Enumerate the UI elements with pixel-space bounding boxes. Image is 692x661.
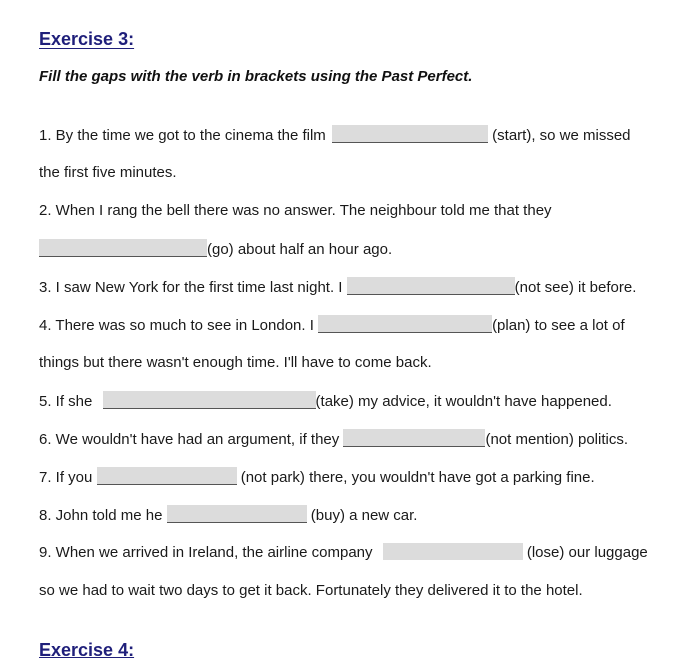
- gap-2[interactable]: [39, 239, 207, 257]
- sentence-2: 2. When I rang the bell there was no answer. The neighbour told me that they: [39, 202, 552, 219]
- sentence-7-end: (not park) there, you wouldn't have got a parking fine.: [240, 469, 595, 486]
- gap-3[interactable]: [347, 277, 515, 295]
- sentence-4: [39, 315, 625, 336]
- sentence-7-start: 7. If you: [39, 469, 93, 486]
- gap-7[interactable]: [97, 467, 237, 485]
- sentence-6-start: 6. We wouldn't have had an argument, if they: [39, 431, 340, 448]
- sentence-4-start: 4. There was so much to see in London. I: [39, 317, 314, 334]
- sentence-1-start: 1. By the time we got to the cinema the film: [39, 127, 326, 144]
- gap-6[interactable]: [343, 429, 485, 447]
- sentence-3: [39, 277, 636, 298]
- sentence-3-start: 3. I saw New York for the first time last night. I: [39, 279, 343, 296]
- sentence-6-end: (not mention) politics.: [485, 431, 629, 448]
- sentence-1-end: (start), so we missed: [492, 127, 631, 144]
- sentence-4-end: (plan) to see a lot of: [492, 317, 625, 334]
- gap-4[interactable]: [318, 315, 492, 333]
- sentence-5: [39, 391, 612, 412]
- sentence-8-end: (buy) a new car.: [310, 507, 418, 524]
- sentence-9-start: 9. When we arrived in Ireland, the airline company: [39, 544, 373, 561]
- gap-5[interactable]: [103, 391, 316, 409]
- exercise-title: Exercise 3:: [39, 29, 135, 49]
- sentence-7: [39, 467, 595, 488]
- sentence-9-end: (lose) our luggage: [526, 544, 648, 561]
- gap-9[interactable]: [383, 543, 523, 560]
- sentence-5-start: 5. If she: [39, 393, 93, 410]
- sentence-8-start: 8. John told me he: [39, 507, 163, 524]
- instruction: Fill the gaps with the verb in brackets using the Past Perfect.: [39, 68, 473, 85]
- sentence-2-cont: [39, 239, 392, 260]
- sentence-8: [39, 505, 417, 526]
- gap-8[interactable]: [167, 505, 307, 523]
- next-exercise-title: Exercise 4:: [39, 640, 135, 660]
- sentence-9: [39, 543, 648, 563]
- sentence-1: [39, 125, 631, 146]
- sentence-4-cont: things but there wasn't enough time. I'll have to come back.: [39, 354, 432, 371]
- sentence-1-cont: the first five minutes.: [39, 164, 177, 181]
- sentence-9-cont: so we had to wait two days to get it back. Fortunately they delivered it to the hotel.: [39, 582, 583, 599]
- sentence-3-end: (not see) it before.: [514, 279, 637, 296]
- sentence-2-end: (go) about half an hour ago.: [207, 241, 393, 258]
- sentence-6: [39, 429, 628, 450]
- sentence-5-end: (take) my advice, it wouldn't have happened.: [315, 393, 612, 410]
- gap-1[interactable]: [332, 125, 488, 143]
